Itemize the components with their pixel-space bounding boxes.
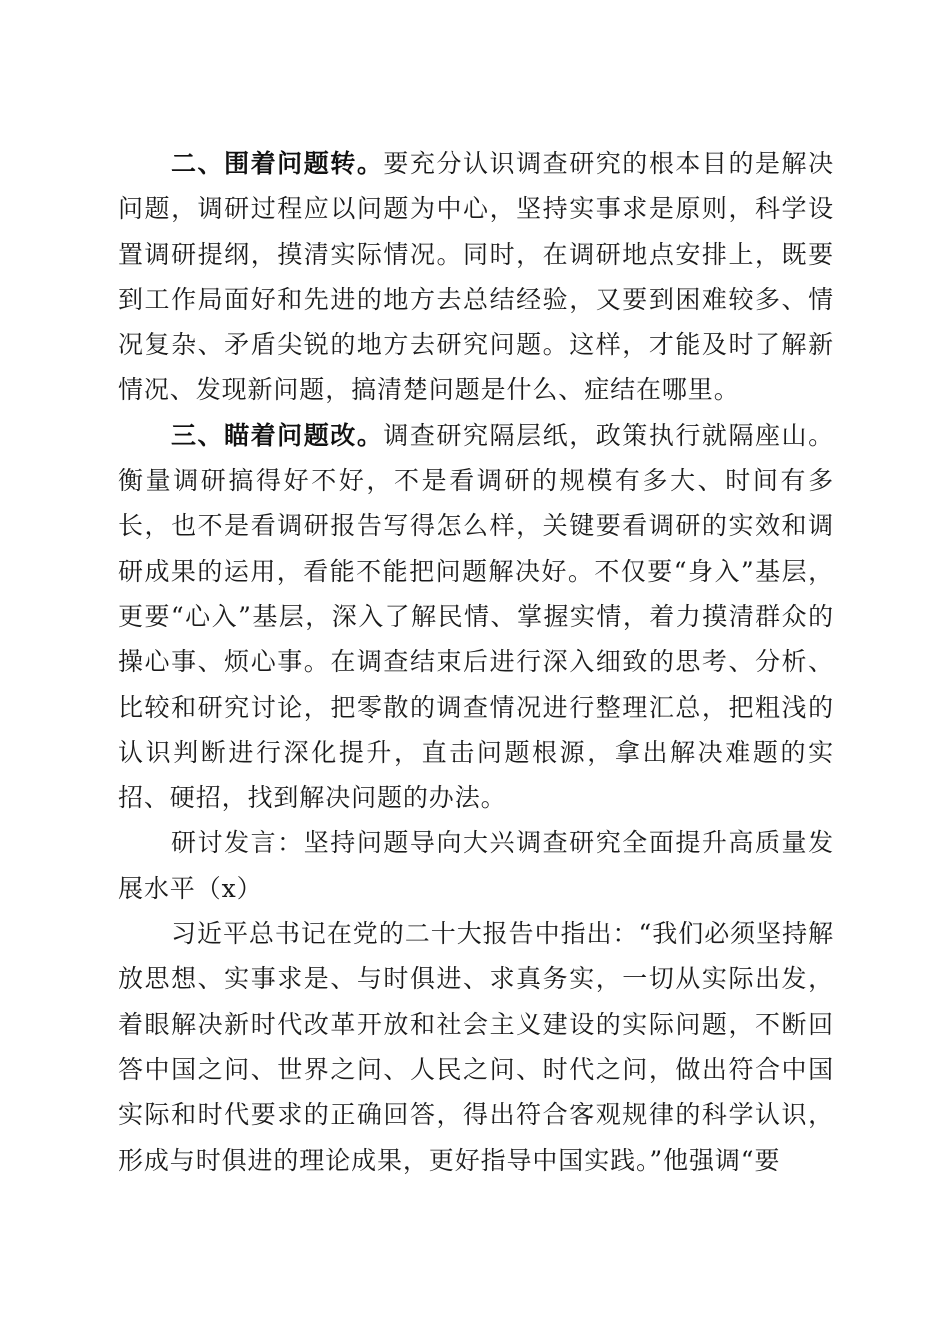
section-paragraph-2	[118, 141, 834, 413]
speech-title-paragraph	[118, 820, 834, 911]
section-heading-3: 三、瞄着问题改。	[171, 420, 384, 450]
quote-paragraph	[118, 911, 834, 1183]
speech-title: 研讨发言：坚持问题导向大兴调查研究全面提升高质量发展水平（x）	[118, 828, 834, 903]
section-heading-2: 二、围着问题转。	[171, 149, 384, 178]
quote-body: 习近平总书记在党的二十大报告中指出：“我们必须坚持解放思想、实事求是、与时俱进、求真务实，一切从实际出发，着眼解决新时代改革开放和社会主义建设的实际问题，不断回答中国之问、世界之问、人民之问、时代之问，做出符合中国实际和时代要求的正确回答，得出符合客观规律的科学认识，形成与时俱进的理论成果，更好指导中国实践。”他强调“要	[118, 919, 834, 1175]
section-paragraph-3	[118, 413, 834, 821]
section-body-2: 要充分认识调查研究的根本目的是解决问题，调研过程应以问题为中心，坚持实事求是原则，科学设置调研提纲，摸清实际情况。同时，在调研地点安排上，既要到工作局面好和先进的地方去总结经验，又要到困难较多、情况复杂、矛盾尖锐的地方去研究问题。这样，才能及时了解新情况、发现新问题，搞清楚问题是什么、症结在哪里。	[118, 149, 834, 405]
section-body-3: 调查研究隔层纸，政策执行就隔座山。衡量调研搞得好不好，不是看调研的规模有多大、时间有多长，也不是看调研报告写得怎么样，关键要看调研的实效和调研成果的运用，看能不能把问题解决好。不仅要“身入”基层，更要“心入”基层，深入了解民情、掌握实情，着力摸清群众的操心事、烦心事。在调查结束后进行深入细致的思考、分析、比较和研究讨论，把零散的调查情况进行整理汇总，把粗浅的认识判断进行深化提升，直击问题根源，拿出解决难题的实招、硬招，找到解决问题的办法。	[118, 420, 834, 813]
document-body	[118, 141, 834, 1183]
